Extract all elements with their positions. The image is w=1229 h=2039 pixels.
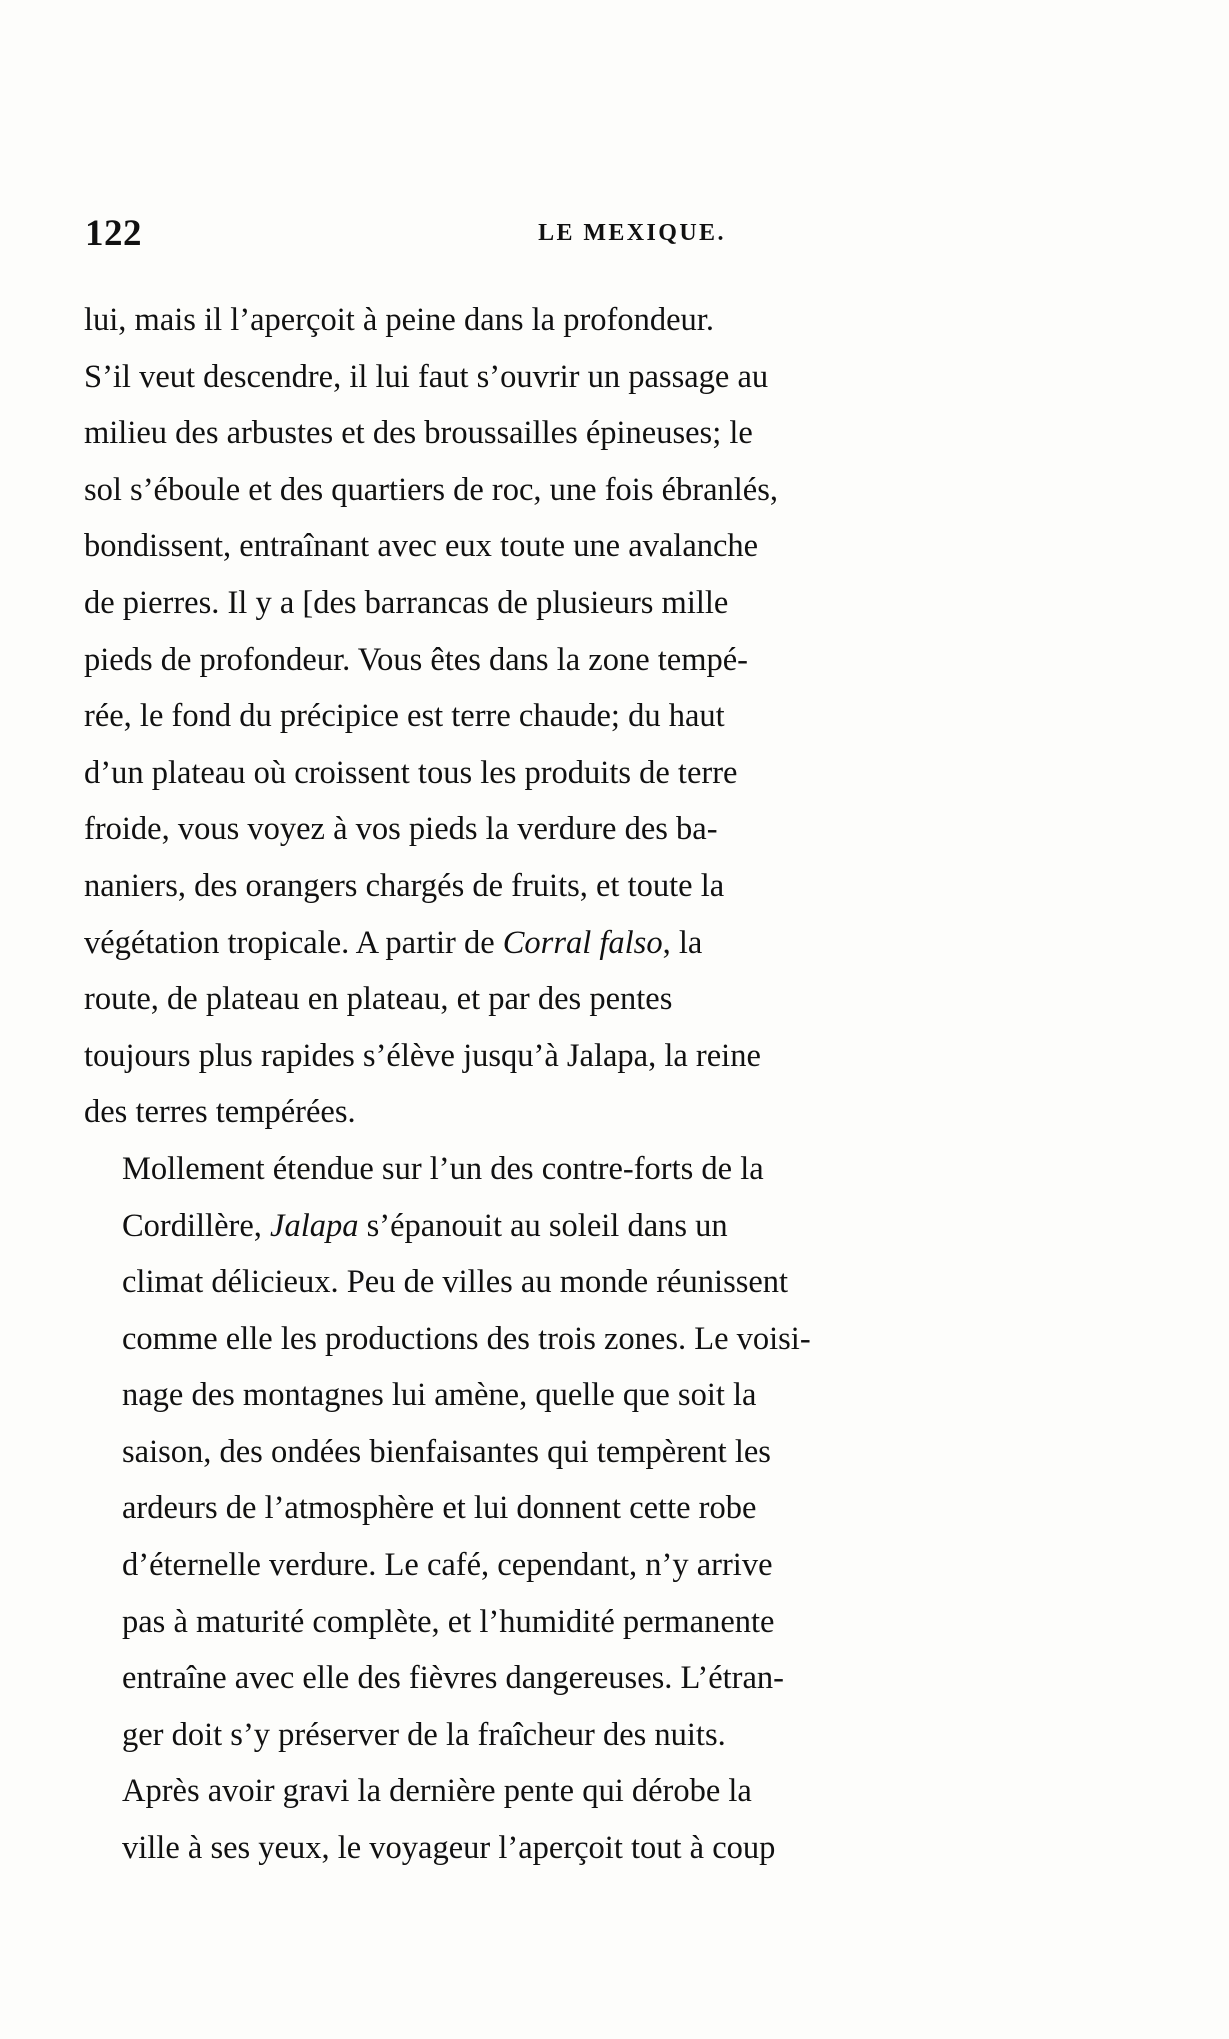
text-line: climat délicieux. Peu de villes au monde réunissent xyxy=(122,1264,789,1301)
text-line: de pierres. Il y a [des barrancas de plusieurs mille xyxy=(84,584,729,621)
text-line: d’éternelle verdure. Le café, cependant, n’y arrive xyxy=(122,1547,773,1584)
text-line: nage des montagnes lui amène, quelle que soit la xyxy=(122,1377,757,1414)
italic-phrase: Corral falso xyxy=(502,924,663,961)
text-line: naniers, des orangers chargés de fruits, et toute la xyxy=(84,867,725,904)
text-line-with-italic: Cordillère, Jalapa s’épanouit au soleil dans un xyxy=(122,1207,728,1244)
text-line: sol s’éboule et des quartiers de roc, une fois ébranlés, xyxy=(84,471,779,508)
text-line: toujours plus rapides s’élève jusqu’à Jalapa, la reine xyxy=(84,1037,761,1074)
text-line: froide, vous voyez à vos pieds la verdure des ba- xyxy=(84,811,718,848)
text-line: entraîne avec elle des fièvres dangereuses. L’étran- xyxy=(122,1660,784,1697)
text-line: pas à maturité complète, et l’humidité permanente xyxy=(122,1603,775,1640)
text-line-with-italic: végétation tropicale. A partir de Corral falso, la xyxy=(84,924,703,961)
paragraph-1 xyxy=(84,292,1146,1141)
text-line: S’il veut descendre, il lui faut s’ouvrir un passage au xyxy=(84,358,769,395)
body-text xyxy=(84,292,1146,1877)
text-line: saison, des ondées bienfaisantes qui tempèrent les xyxy=(122,1433,771,1470)
text-line: pieds de profondeur. Vous êtes dans la zone tempé- xyxy=(84,641,748,678)
text-line: milieu des arbustes et des broussailles épineuses; le xyxy=(84,415,753,452)
text-line: d’un plateau où croissent tous les produits de terre xyxy=(84,754,738,791)
paragraph-2 xyxy=(84,1141,1146,1764)
text-line: lui, mais il l’aperçoit à peine dans la profondeur. xyxy=(84,302,714,338)
text-line: ville à ses yeux, le voyageur l’aperçoit tout à coup xyxy=(122,1830,776,1867)
text-line: des terres tempérées. xyxy=(84,1094,356,1131)
running-head: LE MEXIQUE. xyxy=(538,220,726,246)
text-line: bondissent, entraînant avec eux toute une avalanche xyxy=(84,528,759,565)
text-line: route, de plateau en plateau, et par des pentes xyxy=(84,981,673,1018)
text-line: ger doit s’y préserver de la fraîcheur des nuits. xyxy=(122,1716,726,1753)
text-line: Mollement étendue sur l’un des contre-forts de la xyxy=(122,1150,764,1187)
page-number: 122 xyxy=(85,213,142,254)
paragraph-3 xyxy=(84,1763,1146,1876)
page-header xyxy=(85,212,1145,256)
text-line: Après avoir gravi la dernière pente qui dérobe la xyxy=(122,1773,752,1810)
text-line: comme elle les productions des trois zones. Le voisi- xyxy=(122,1320,811,1357)
text-line: ardeurs de l’atmosphère et lui donnent cette robe xyxy=(122,1490,757,1527)
italic-phrase: Jalapa xyxy=(270,1207,359,1244)
text-line: rée, le fond du précipice est terre chaude; du haut xyxy=(84,698,725,735)
